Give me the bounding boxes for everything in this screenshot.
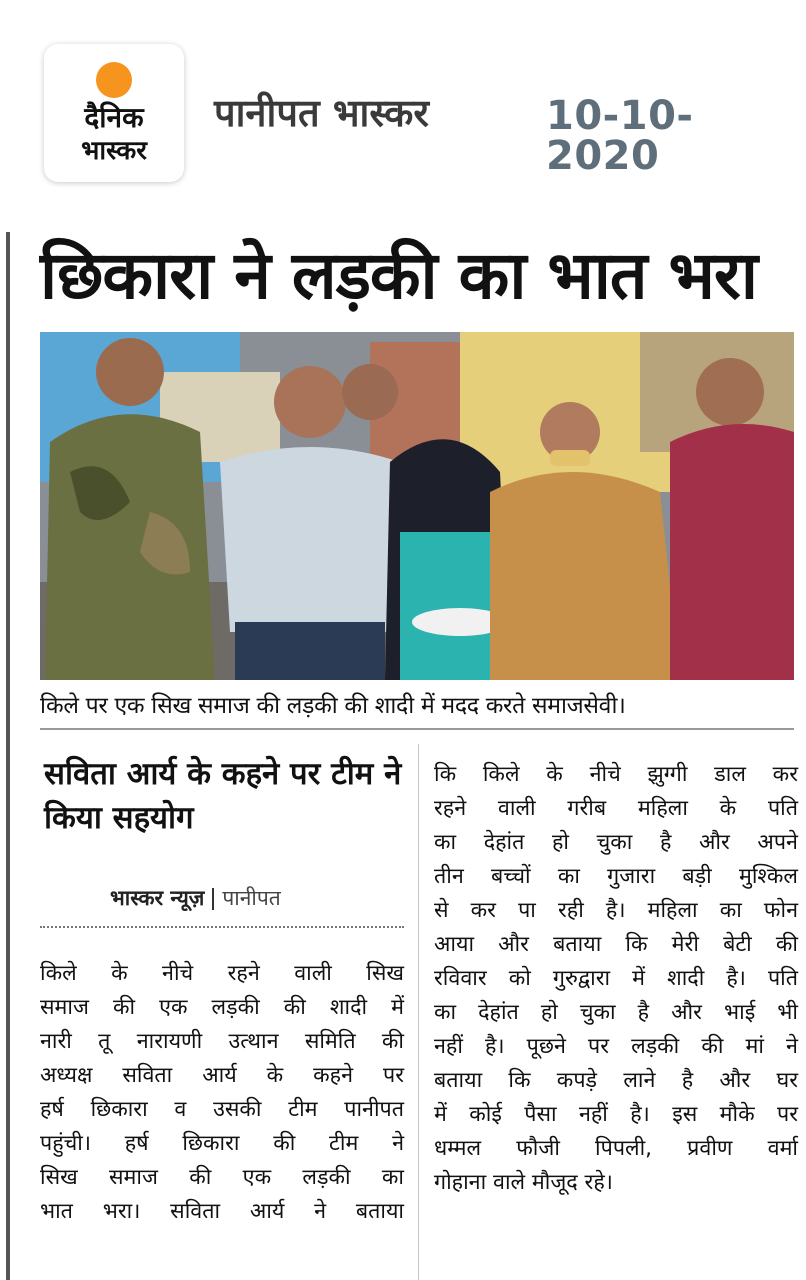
caption-divider (40, 728, 794, 730)
column-divider (418, 744, 419, 1280)
body-line: पहुंची। हर्ष छिकारा की टीम ने (40, 1131, 404, 1156)
body-line: समाज की एक लड़की की शादी में (40, 995, 404, 1020)
byline-city: पानीपत (222, 886, 281, 910)
logo-text-line2: भास्कर (81, 136, 147, 166)
byline-source: भास्कर न्यूज़ (110, 886, 205, 910)
article-body-left (40, 957, 404, 1229)
body-line: का देहांत हो चुका है और भाई भी (434, 1000, 798, 1025)
body-line: नहीं है। पूछने पर लड़की की मां ने (434, 1034, 798, 1059)
body-line: रहने वाली गरीब महिला के पति (434, 796, 798, 821)
byline-dotted-divider (40, 926, 404, 928)
body-line: कि किले के नीचे झुग्गी डाल कर (434, 762, 798, 787)
body-line: धम्मल फौजी पिपली, प्रवीण वर्मा (434, 1136, 798, 1161)
body-line: में कोई पैसा नहीं है। इस मौके पर (434, 1102, 798, 1127)
body-line: आया और बताया कि मेरी बेटी की (434, 932, 798, 957)
body-line: अध्यक्ष सविता आर्य के कहने पर (40, 1063, 404, 1088)
byline-separator (212, 888, 214, 910)
article-subheadline: सविता आर्य के कहने पर टीम ने किया सहयोग (44, 756, 402, 837)
dainik-bhaskar-logo (44, 44, 184, 182)
logo-text-line1: दैनिक (84, 101, 144, 134)
edition-name: पानीपत भास्कर (214, 91, 429, 135)
body-line: तीन बच्चों का गुजारा बड़ी मुश्किल (434, 864, 798, 889)
group-photo-illustration (40, 332, 794, 680)
byline (110, 884, 281, 912)
body-line: से कर पा रही है। महिला का फोन (434, 898, 798, 923)
sun-logo-icon (96, 62, 132, 98)
news-photo (40, 332, 794, 680)
body-line: का देहांत हो चुका है और अपने (434, 830, 798, 855)
photo-caption: किले पर एक सिख समाज की लड़की की शादी में मदद करते समाजसेवी। (40, 693, 626, 719)
body-line: रविवार को गुरुद्वारा में शादी है। पति (434, 966, 798, 991)
article-headline: छिकारा ने लड़की का भात भरा (40, 237, 757, 314)
clipping-left-border (6, 232, 10, 1280)
body-line: बताया कि कपड़े लाने है और घर (434, 1068, 798, 1093)
article-body-right (434, 758, 798, 1200)
body-line: नारी तू नारायणी उत्थान समिति की (40, 1029, 404, 1054)
body-line: किले के नीचे रहने वाली सिख (40, 961, 404, 986)
body-line: गोहाना वाले मौजूद रहे। (434, 1170, 613, 1195)
body-line: हर्ष छिकारा व उसकी टीम पानीपत (40, 1097, 404, 1122)
edition-date: 10-10-2020 (546, 93, 694, 179)
body-line: सिख समाज की एक लड़की का (40, 1165, 404, 1190)
body-line: भात भरा। सविता आर्य ने बताया (40, 1199, 404, 1224)
